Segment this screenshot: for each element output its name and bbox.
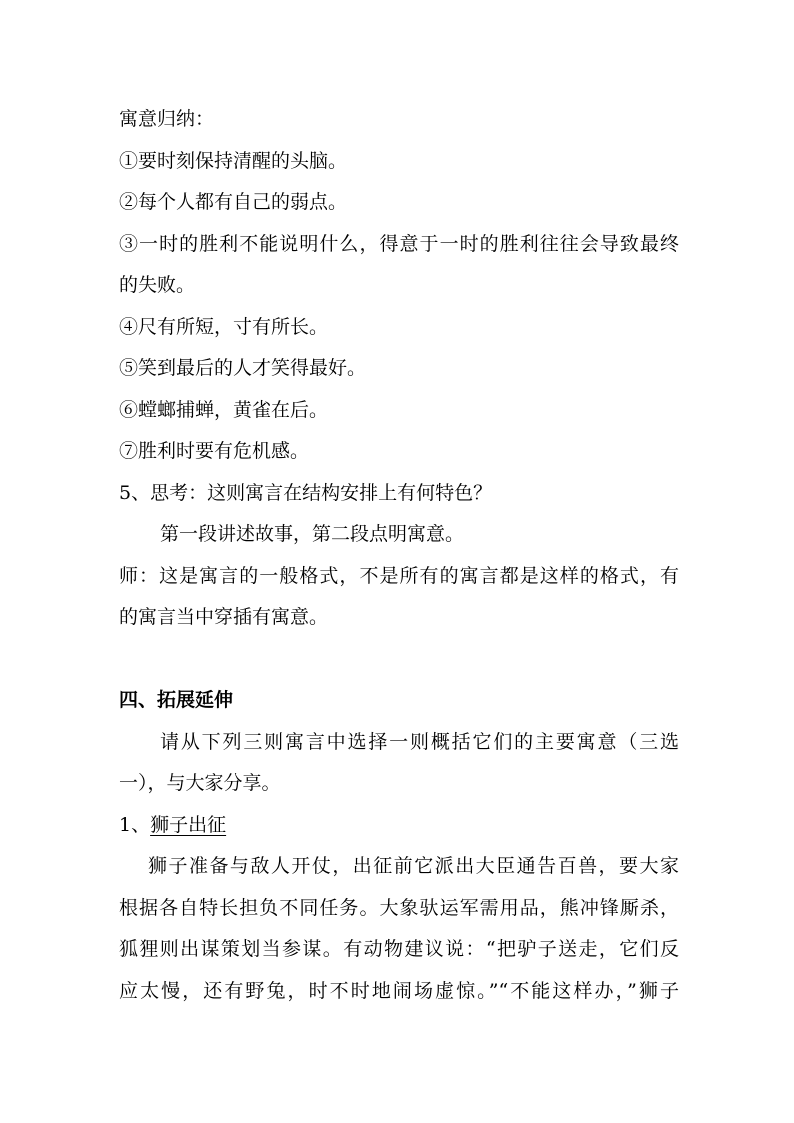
story-paragraph-line: 狐狸则出谋策划当参谋。有动物建议说：“把驴子送走，它们反 [119, 938, 679, 960]
story-number: 1、 [119, 814, 151, 836]
story-title: 狮子出征 [150, 814, 227, 836]
section-title: 四、拓展延伸 [119, 689, 234, 711]
story-heading [119, 813, 679, 837]
story-paragraph-line: 应太慢，还有野兔，时不时地闹场虚惊。”“不能这样办，”狮子 [119, 980, 679, 1002]
teacher-comment-line: 的寓言当中穿插有寓意。 [119, 606, 329, 628]
section-intro-line: 请从下列三则寓言中选择一则概括它们的主要寓意（三选 [160, 731, 679, 753]
teacher-comment-line: 师：这是寓言的一般格式，不是所有的寓言都是这样的格式，有 [119, 565, 679, 587]
story-paragraph-line: 根据各自特长担负不同任务。大象驮运军需用品，熊冲锋厮杀， [119, 897, 679, 919]
moral-item: 的失败。 [119, 274, 196, 296]
story-paragraph-line: 狮子准备与敌人开仗，出征前它派出大臣通告百兽，要大家 [148, 855, 679, 877]
moral-item: ⑦胜利时要有危机感。 [119, 440, 310, 462]
section-intro-line: 一），与大家分享。 [119, 772, 281, 794]
moral-item: ②每个人都有自己的弱点。 [119, 191, 348, 213]
reflection-question: 5、思考：这则寓言在结构安排上有何特色？ [119, 482, 493, 504]
moral-summary-heading: 寓意归纳： [119, 108, 215, 130]
moral-item: ④尺有所短，寸有所长。 [119, 316, 329, 338]
moral-item: ⑥螳螂捕蝉，黄雀在后。 [119, 399, 329, 421]
moral-item: ⑤笑到最后的人才笑得最好。 [119, 357, 367, 379]
moral-item: ①要时刻保持清醒的头脑。 [119, 150, 348, 172]
moral-item: ③一时的胜利不能说明什么，得意于一时的胜利往往会导致最终 [119, 233, 679, 255]
reflection-answer: 第一段讲述故事，第二段点明寓意。 [160, 523, 465, 545]
